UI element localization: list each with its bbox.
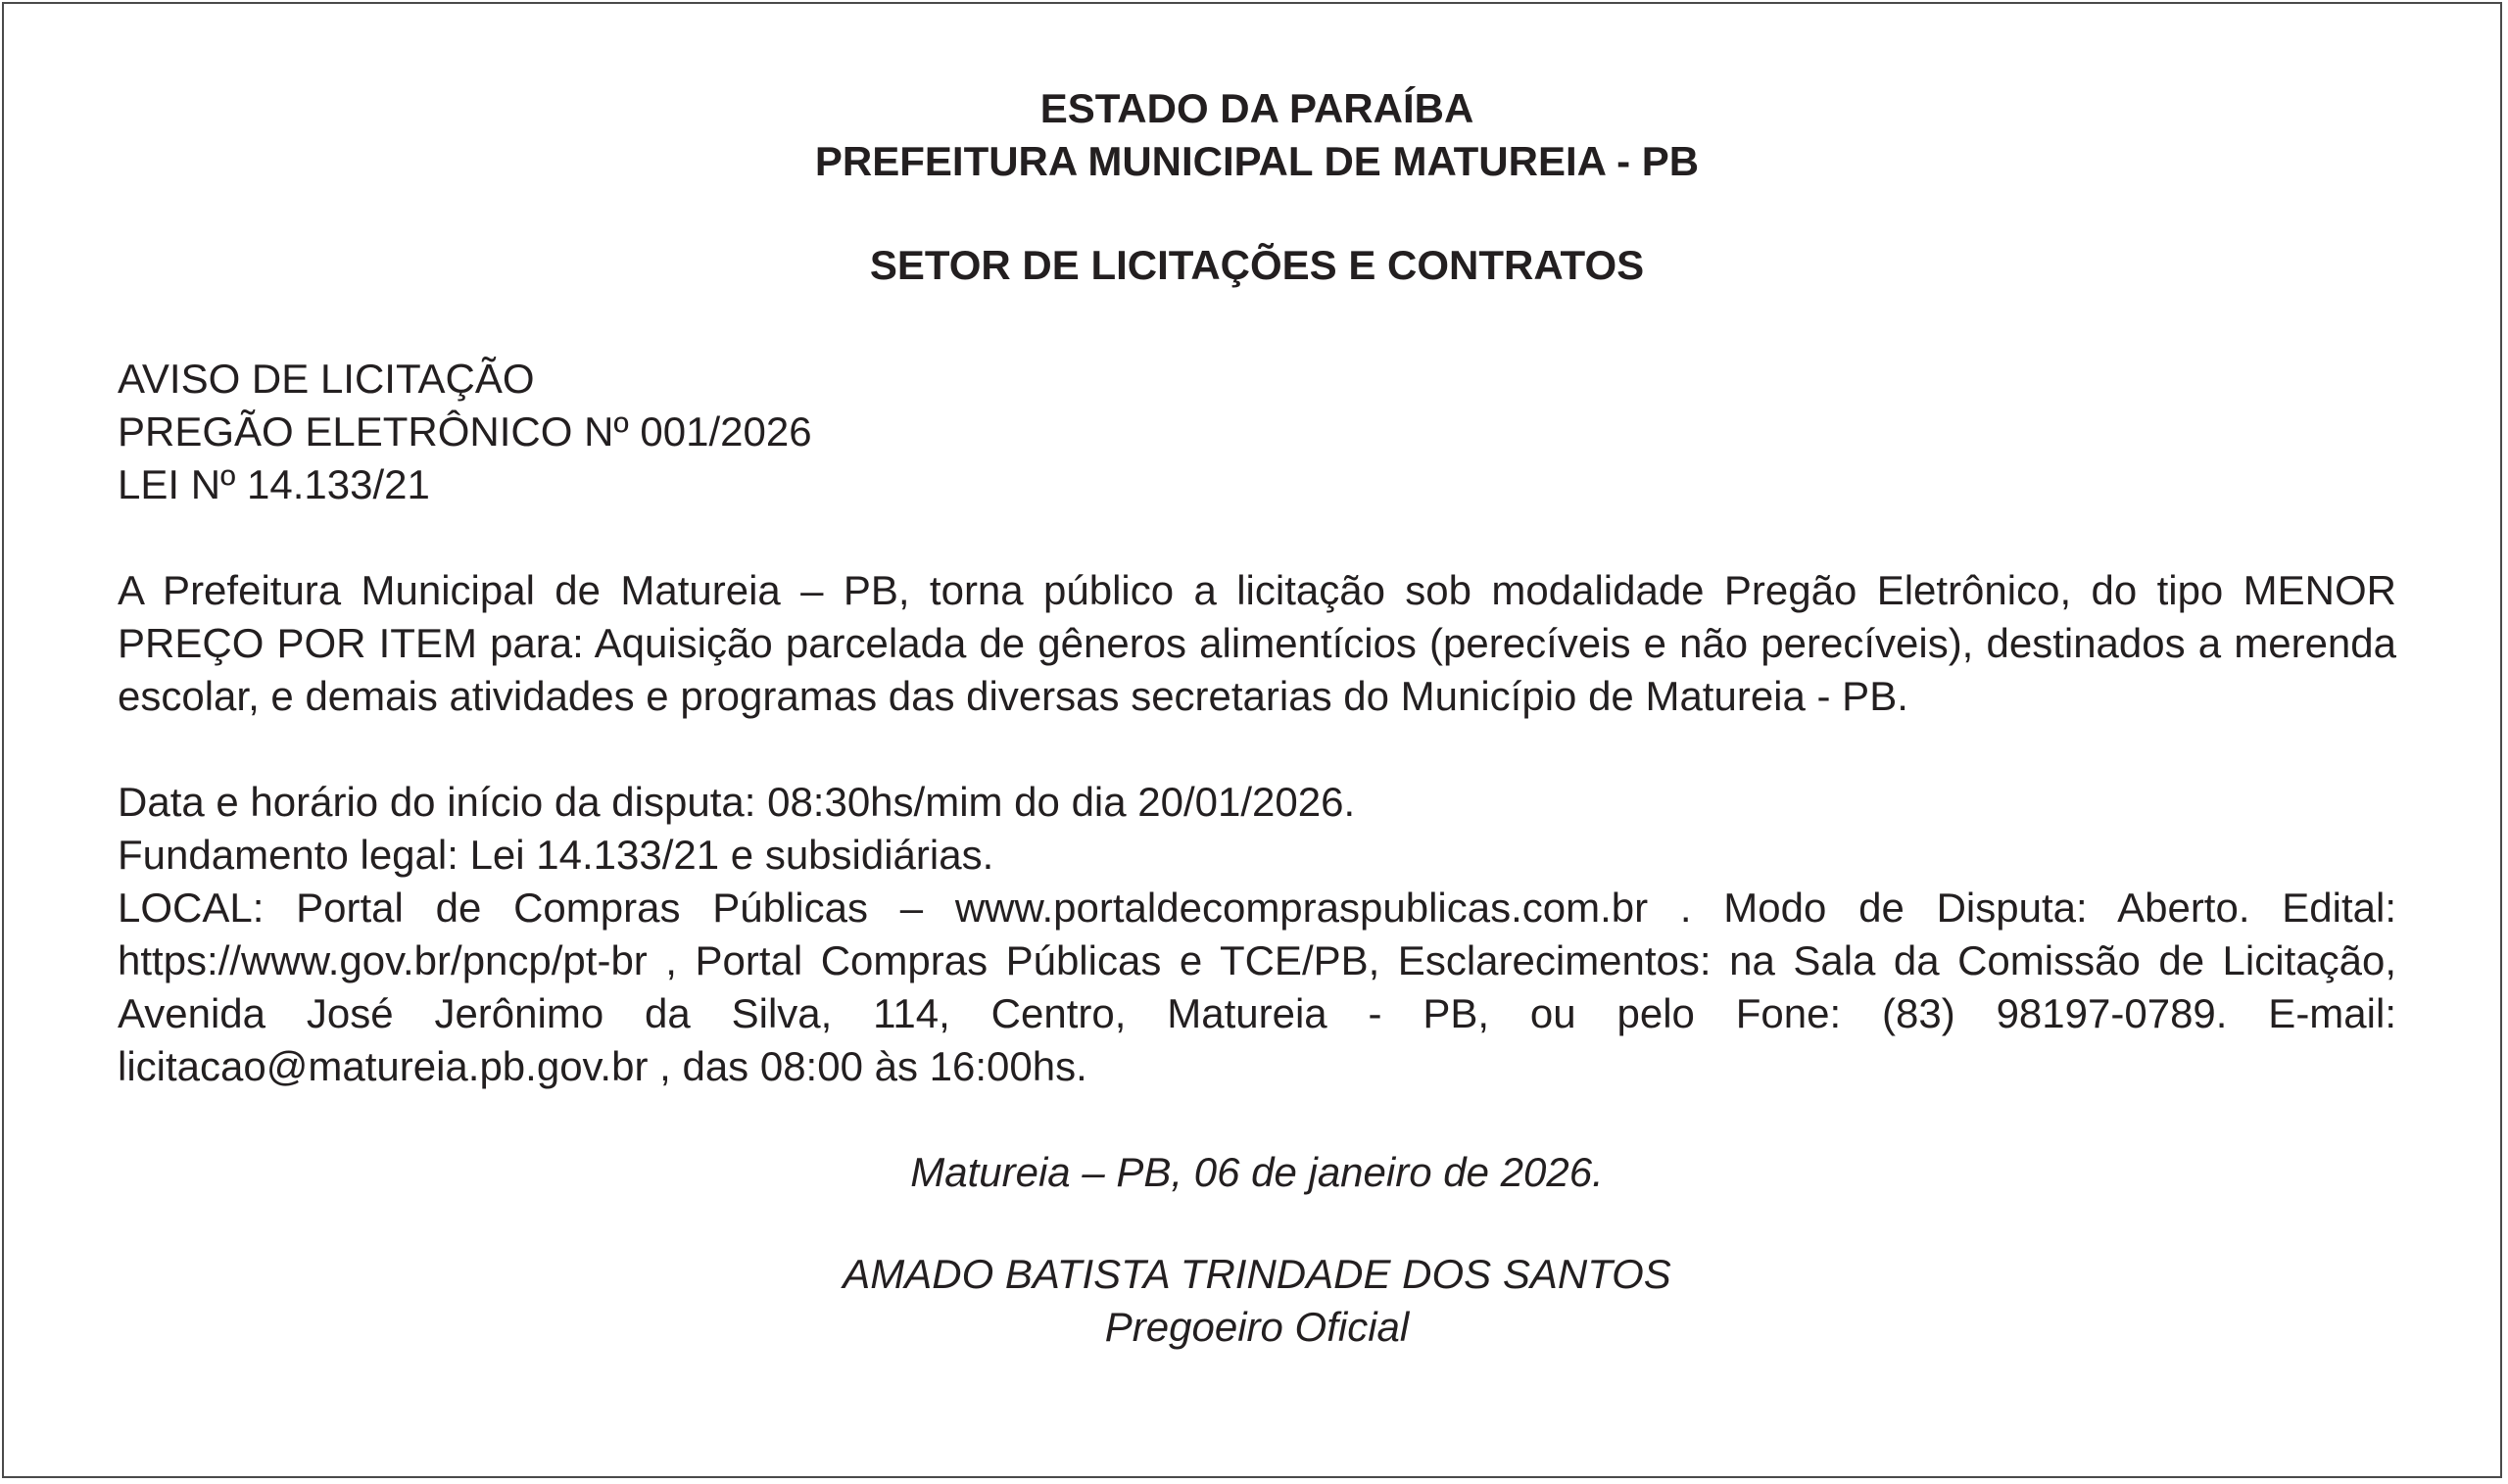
state-title: ESTADO DA PARAÍBA bbox=[1039, 85, 1474, 131]
notice-content bbox=[118, 82, 2396, 1354]
sector-title: SETOR DE LICITAÇÕES E CONTRATOS bbox=[869, 242, 1645, 288]
place-date: Matureia – PB, 06 de janeiro de 2026. bbox=[910, 1149, 1604, 1195]
city-hall-title: PREFEITURA MUNICIPAL DE MATUREIA - PB bbox=[814, 138, 1700, 184]
law-reference: LEI Nº 14.133/21 bbox=[118, 461, 430, 507]
notice-header bbox=[118, 82, 2396, 292]
notice-identification bbox=[118, 353, 2396, 511]
intro-paragraph: A Prefeitura Municipal de Matureia – PB, torna público a licitação sob modalidade Pregão Eletrônico, do tipo MENOR PREÇO POR ITEM para: Aquisição parcelada de gêneros alimentícios (perecíveis e não perecíveis), destinados a merenda escolar, e demais atividades e programas das diversas secretarias do Município de Matureia - PB. bbox=[118, 567, 2396, 719]
location-text: LOCAL: Portal de Compras Públicas – www.portaldecompraspublicas.com.br . Modo de Disputa: Aberto. Edital: https://www.gov.br/pncp/pt-br , Portal Compras Públicas e TCE/PB, Esclarecimentos: na Sala da Comissão de Licitação, Avenida José Jerônimo da Silva, 114, Centro, Matureia - PB, ou pelo Fone: (83) 98197-0789. E-mail: licitacao@matureia.pb.gov.br , das 08:00 às 16:00hs. bbox=[118, 885, 2396, 1089]
signer-role: Pregoeiro Oficial bbox=[1104, 1304, 1410, 1350]
legal-basis-line: Fundamento legal: Lei 14.133/21 e subsidiárias. bbox=[118, 832, 994, 878]
process-number: PREGÃO ELETRÔNICO Nº 001/2026 bbox=[118, 408, 812, 455]
details-paragraph bbox=[118, 776, 2396, 1093]
dispute-start-line: Data e horário do início da disputa: 08:30hs/mim do dia 20/01/2026. bbox=[118, 779, 1356, 825]
signature-block bbox=[118, 1146, 2396, 1354]
notice-type: AVISO DE LICITAÇÃO bbox=[118, 356, 535, 402]
signer-name: AMADO BATISTA TRINDADE DOS SANTOS bbox=[843, 1251, 1671, 1297]
notice-frame bbox=[2, 2, 2502, 1478]
